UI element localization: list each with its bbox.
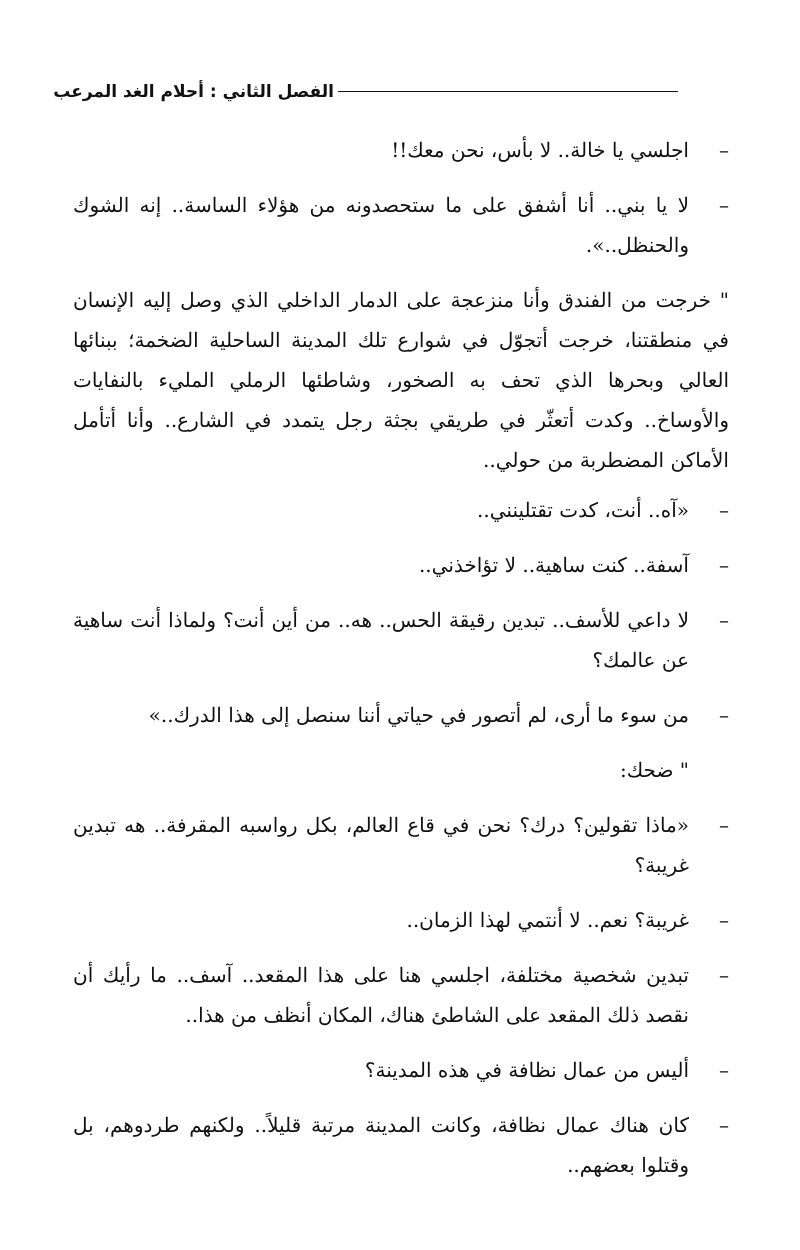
dialogue-text: لا يا بني.. أنا أشفق على ما ستحصدونه من هؤلاء الساسة.. إنه الشوك والحنظل..». [73,193,689,257]
dialogue-dash: – [719,608,729,632]
dialogue-text: اجلسي يا خالة.. لا بأس، نحن معك!! [391,138,689,162]
dialogue-line [73,185,729,265]
narration-line: " ضحك: [619,758,689,782]
dialogue-dash: – [719,498,729,522]
dialogue-line [73,600,729,680]
page-body [73,130,729,1200]
dialogue-dash: – [719,703,729,727]
dialogue-dash: – [719,1113,729,1137]
dialogue-line [73,545,729,585]
dialogue-dash: – [719,908,729,932]
dialogue-dash: – [719,193,729,217]
dialogue-text: تبدين شخصية مختلفة، اجلسي هنا على هذا المقعد.. آسف.. ما رأيك أن نقصد ذلك المقعد على الشاطئ هناك، المكان أنظف من هذا.. [73,963,689,1027]
dialogue-text: غريبة؟ نعم.. لا أنتمي لهذا الزمان.. [406,908,689,932]
dialogue-line [73,955,729,1035]
dialogue-text: أليس من عمال نظافة في هذه المدينة؟ [364,1058,689,1082]
chapter-title: الفصل الثاني : أحلام الغد المرعب [53,82,334,102]
dialogue-line [73,1105,729,1185]
header-rule [338,91,678,92]
dialogue-line [73,900,729,940]
dialogue-dash: – [719,138,729,162]
dialogue-text: كان هناك عمال نظافة، وكانت المدينة مرتبة قليلاً.. ولكنهم طردوهم، بل وقتلوا بعضهم.. [73,1113,689,1177]
dialogue-text: «آه.. أنت، كدت تقتلينني.. [477,498,689,522]
dialogue-dash: – [719,813,729,837]
dialogue-text: «ماذا تقولين؟ درك؟ نحن في قاع العالم، بكل رواسبه المقرفة.. هه تبدين غريبة؟ [73,813,689,877]
running-header [53,78,678,108]
dialogue-line [73,490,729,530]
dialogue-line [73,695,729,735]
dialogue-line [73,130,729,170]
narrative-paragraph: " خرجت من الفندق وأنا منزعجة على الدمار الداخلي الذي وصل إليه الإنسان في منطقتنا، خرجت أتجوّل في شوارع تلك المدينة الساحلية الضخمة؛ ببنائها العالي وبحرها الذي تحف به الصخور، وشاطئها الرملي المليء بالنفايات والأوساخ.. وكدت أتعثّر في طريقي بجثة رجل يتمدد في الشارع.. وأنا أتأمل الأماكن المضطربة من حولي.. [73,288,729,472]
dialogue-text: من سوء ما أرى، لم أتصور في حياتي أننا سنصل إلى هذا الدرك..» [148,703,689,727]
dialogue-text: آسفة.. كنت ساهية.. لا تؤاخذني.. [418,553,689,577]
dialogue-dash: – [719,553,729,577]
dialogue-line [73,1050,729,1090]
dialogue-line [73,805,729,885]
dialogue-dash: – [719,963,729,987]
dialogue-text: لا داعي للأسف.. تبدين رقيقة الحس.. هه.. من أين أنت؟ ولماذا أنت ساهية عن عالمك؟ [73,608,689,672]
dialogue-dash: – [719,1058,729,1082]
